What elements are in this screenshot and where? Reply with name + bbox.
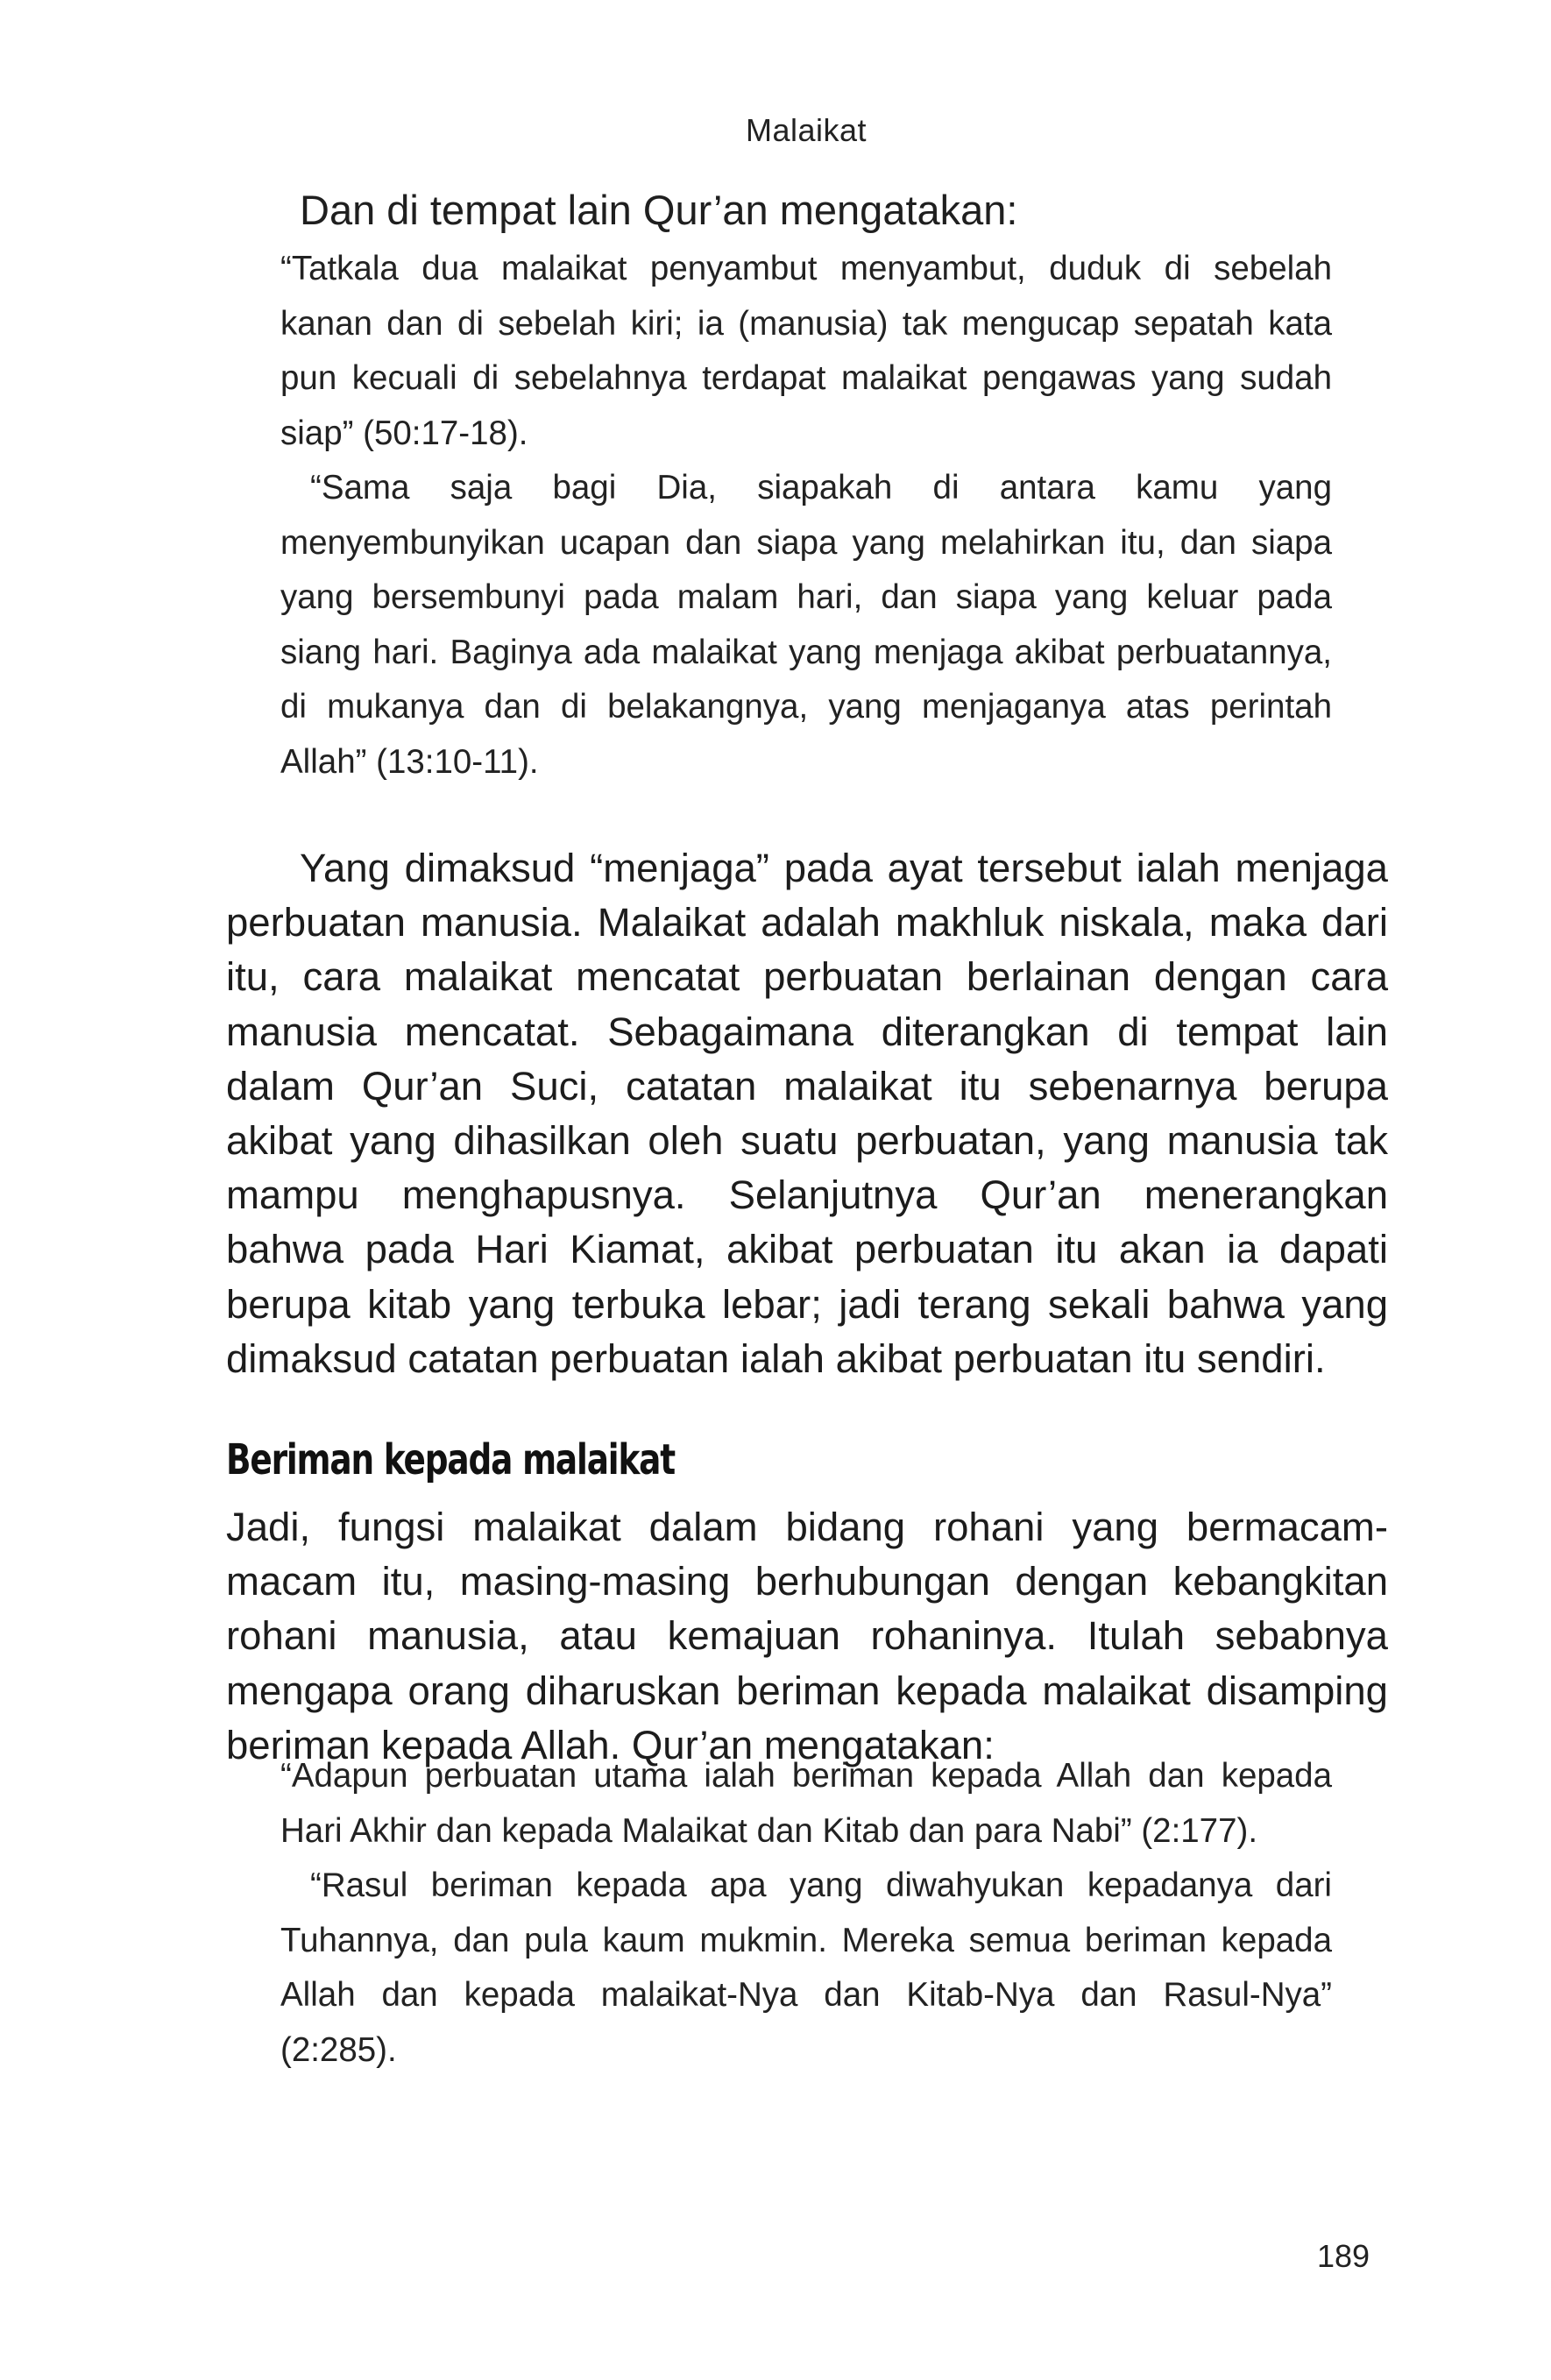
section-heading: Beriman kepada malaikat: [226, 1435, 676, 1484]
body-paragraph-1: Yang dimaksud “menjaga” pada ayat tersebut ialah menjaga perbuatan manusia. Malaikat adalah makhluk niskala, maka dari itu, cara malaikat mencatat perbuatan berlainan dengan cara manusia mencatat. Sebagaimana diterangkan di tempat lain dalam Qur’an Suci, catatan malaikat itu sebenarnya berupa akibat yang dihasilkan oleh suatu perbuatan, yang manusia tak mampu menghapusnya. Selanjutnya Qur’an menerangkan bahwa pada Hari Kiamat, akibat perbuatan itu akan ia dapati berupa kitab yang terbuka lebar; jadi terang sekali bahwa yang dimaksud catatan perbuatan ialah akibat perbuatan itu sendiri.: [226, 846, 1388, 1381]
intro-line: Dan di tempat lain Qur’an mengatakan:: [300, 187, 1018, 233]
body-paragraph-2: Jadi, fungsi malaikat dalam bidang rohani yang bermacam-macam itu, masing-masing berhubungan dengan kebangkitan rohani manusia, atau kemajuan rohaninya. Itulah sebabnya mengapa orang diharuskan beriman kepada malaikat disamping beriman kepada Allah. Qur’an mengatakan:: [226, 1505, 1388, 1767]
page-number: 189: [1317, 2238, 1370, 2274]
quote-paragraph: “Tatkala dua malaikat penyambut menyambut, duduk di sebelah kanan dan di sebelah kiri; ia (manusia) tak mengucap sepatah kata pun kecuali di sebelahnya terdapat malaikat pengawas yang sudah siap” (50:17-18).: [280, 250, 1332, 452]
quote-paragraph: “Rasul beriman kepada apa yang diwahyukan kepadanya dari Tuhannya, dan pula kaum mukmin. Mereka semua beriman kepada Allah dan kepada malaikat-Nya dan Kitab-Nya dan Rasul-Nya” (2:285).: [280, 1866, 1332, 2069]
quote-paragraph: “Adapun perbuatan utama ialah beriman kepada Allah dan kepada Hari Akhir dan kepada Malaikat dan Kitab dan para Nabi” (2:177).: [280, 1757, 1332, 1850]
quote-block-2: [280, 1749, 1332, 2078]
quote-block-1: [280, 242, 1332, 790]
running-head: Malaikat: [745, 112, 868, 148]
quote-paragraph: “Sama saja bagi Dia, siapakah di antara kamu yang menyembunyikan ucapan dan siapa yang melahirkan itu, dan siapa yang bersembunyi pada malam hari, dan siapa yang keluar pada siang hari. Baginya ada malaikat yang menjaga akibat perbuatannya, di mukanya dan di belakangnya, yang menjaganya atas perintah Allah” (13:10-11).: [280, 469, 1332, 781]
